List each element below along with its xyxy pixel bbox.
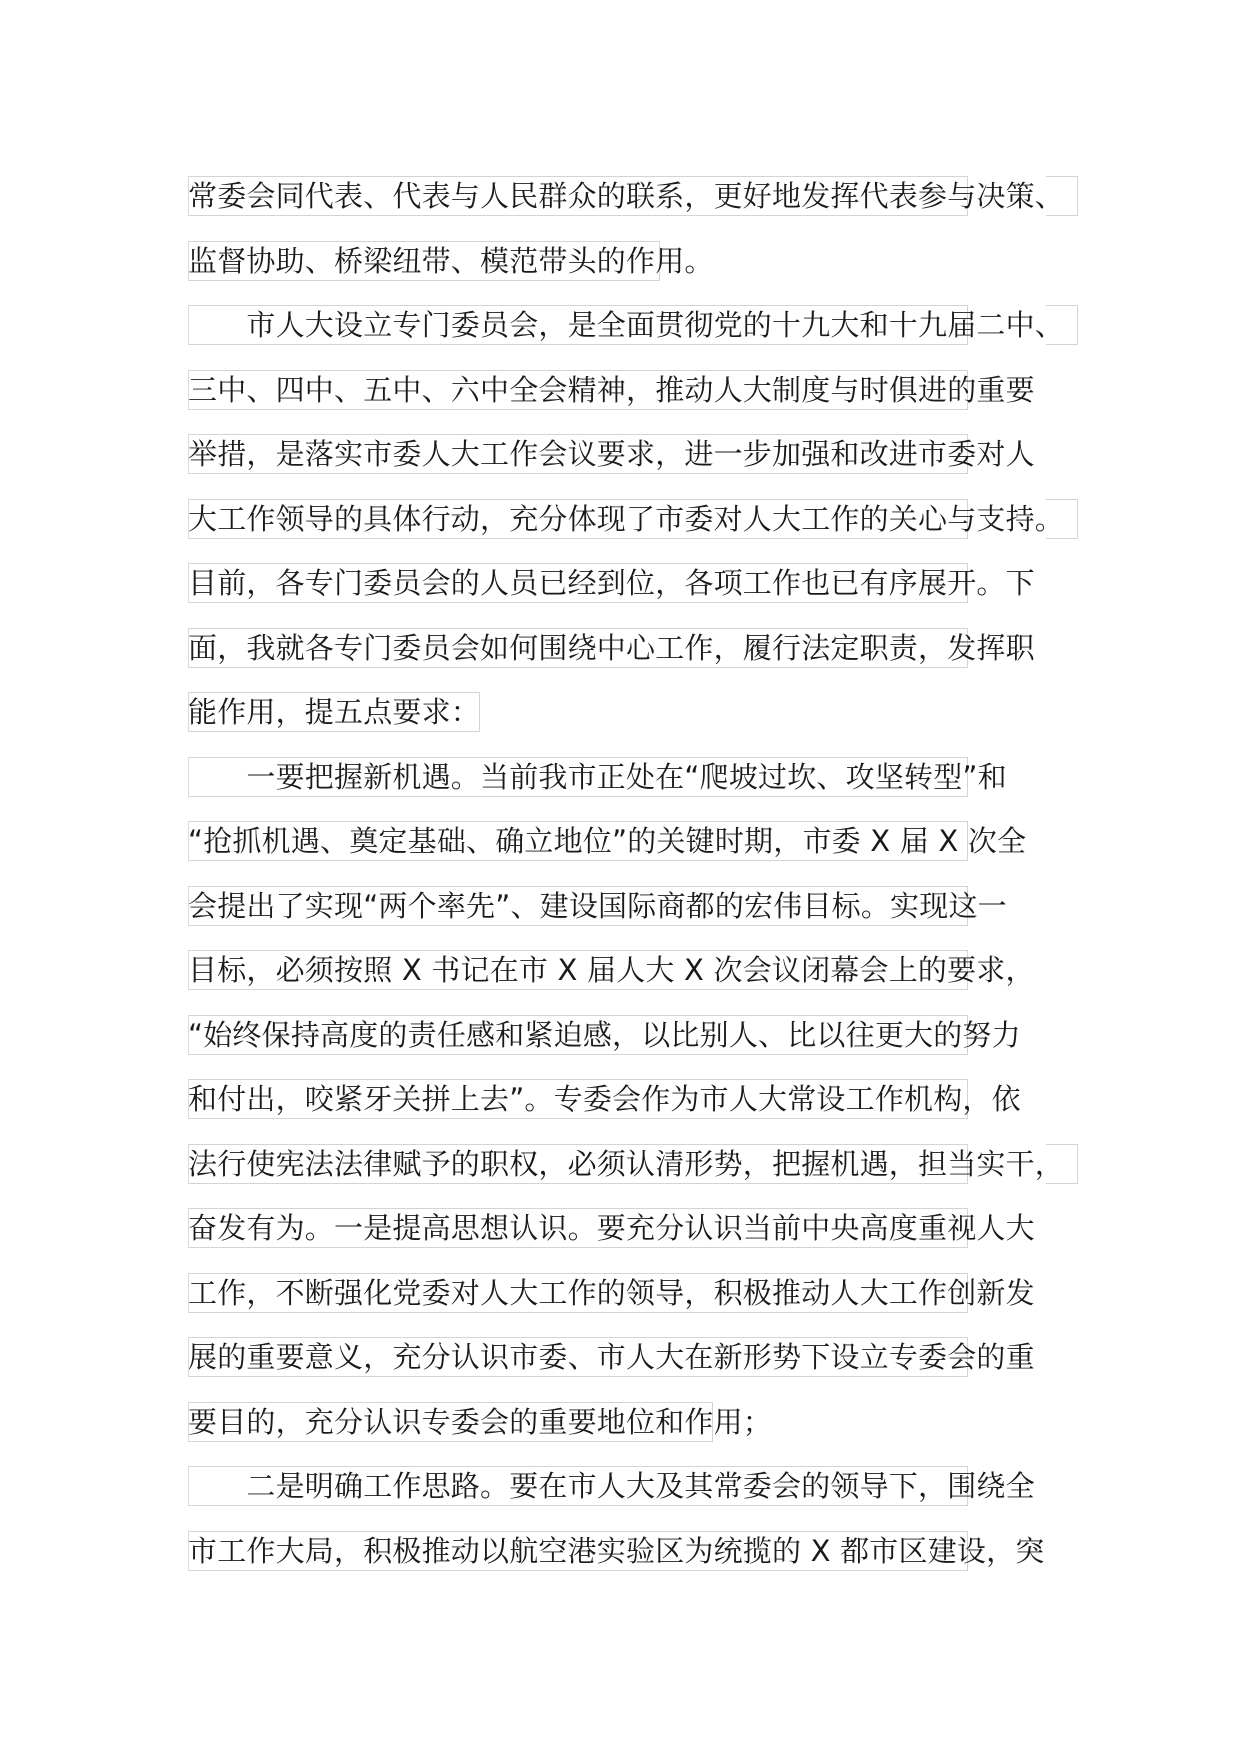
- paragraph-text: 目标，必须按照 X 书记在市 X 届人大 X 次会议闭幕会上的要求，: [188, 953, 1035, 987]
- paragraph-text: 面，我就各专门委员会如何围绕中心工作，履行法定职责，发挥职: [188, 630, 1035, 665]
- paragraph-text: 市工作大局，积极推动以航空港实验区为统揽的 X 都市区建设，突: [188, 1533, 1045, 1568]
- paragraph-text: 奋发有为。一是提高思想认识。要充分认识当前中央高度重视人大: [188, 1211, 1035, 1245]
- text-line-16: [188, 1139, 1088, 1204]
- paragraph-text: 和付出，咬紧牙关拼上去”。专委会作为市人大常设工作机构，依: [188, 1082, 1021, 1116]
- document-body: [188, 171, 1088, 1590]
- text-line-10: [188, 752, 1088, 817]
- text-line-1: [188, 171, 1088, 236]
- paragraph-text: 三中、四中、五中、六中全会精神，推动人大制度与时俱进的重要: [188, 372, 1035, 407]
- text-line-12: [188, 881, 1088, 946]
- paragraph-text: 市人大设立专门委员会，是全面贯彻党的十九大和十九届二中、: [188, 308, 1065, 342]
- paragraph-text: 二是明确工作思路。要在市人大及其常委会的领导下，围绕全: [188, 1469, 1035, 1503]
- paragraph-text: 常委会同代表、代表与人民群众的联系，更好地发挥代表参与决策、: [188, 179, 1065, 213]
- paragraph-text: 目前，各专门委员会的人员已经到位，各项工作也已有序展开。下: [188, 566, 1035, 600]
- text-line-2: [188, 236, 1088, 301]
- text-line-15: [188, 1074, 1088, 1139]
- text-line-14: [188, 1010, 1088, 1075]
- paragraph-text: 能作用，提五点要求：: [188, 695, 481, 729]
- text-line-22: [188, 1526, 1088, 1591]
- text-line-20: [188, 1397, 1088, 1462]
- text-line-18: [188, 1268, 1088, 1333]
- paragraph-text: 举措，是落实市委人大工作会议要求，进一步加强和改进市委对人: [188, 437, 1035, 471]
- paragraph-text: 工作，不断强化党委对人大工作的领导，积极推动人大工作创新发: [188, 1275, 1035, 1310]
- text-line-19: [188, 1332, 1088, 1397]
- text-line-9: [188, 687, 1088, 752]
- paragraph-text: 展的重要意义，充分认识市委、市人大在新形势下设立专委会的重: [188, 1340, 1035, 1374]
- paragraph-text: “始终保持高度的责任感和紧迫感，以比别人、比以往更大的努力: [188, 1017, 1021, 1052]
- paragraph-text: 法行使宪法法律赋予的职权，必须认清形势，把握机遇，担当实干，: [188, 1146, 1065, 1181]
- text-line-21: [188, 1461, 1088, 1526]
- text-line-11: [188, 816, 1088, 881]
- text-line-6: [188, 494, 1088, 559]
- paragraph-text: 监督协助、桥梁纽带、模范带头的作用。: [188, 243, 714, 278]
- paragraph-text: 一要把握新机遇。当前我市正处在“爬坡过坎、攻坚转型”和: [188, 759, 1007, 794]
- paragraph-text: “抢抓机遇、奠定基础、确立地位”的关键时期，市委 X 届 X 次全: [188, 824, 1027, 858]
- paragraph-text: 会提出了实现“两个率先”、建设国际商都的宏伟目标。实现这一: [188, 888, 1007, 923]
- paragraph-text: 要目的，充分认识专委会的重要地位和作用；: [188, 1404, 773, 1439]
- text-line-17: [188, 1203, 1088, 1268]
- text-line-7: [188, 558, 1088, 623]
- text-line-3: [188, 300, 1088, 365]
- text-line-8: [188, 623, 1088, 688]
- text-line-5: [188, 429, 1088, 494]
- text-line-4: [188, 365, 1088, 430]
- text-line-13: [188, 945, 1088, 1010]
- paragraph-text: 大工作领导的具体行动，充分体现了市委对人大工作的关心与支持。: [188, 501, 1065, 536]
